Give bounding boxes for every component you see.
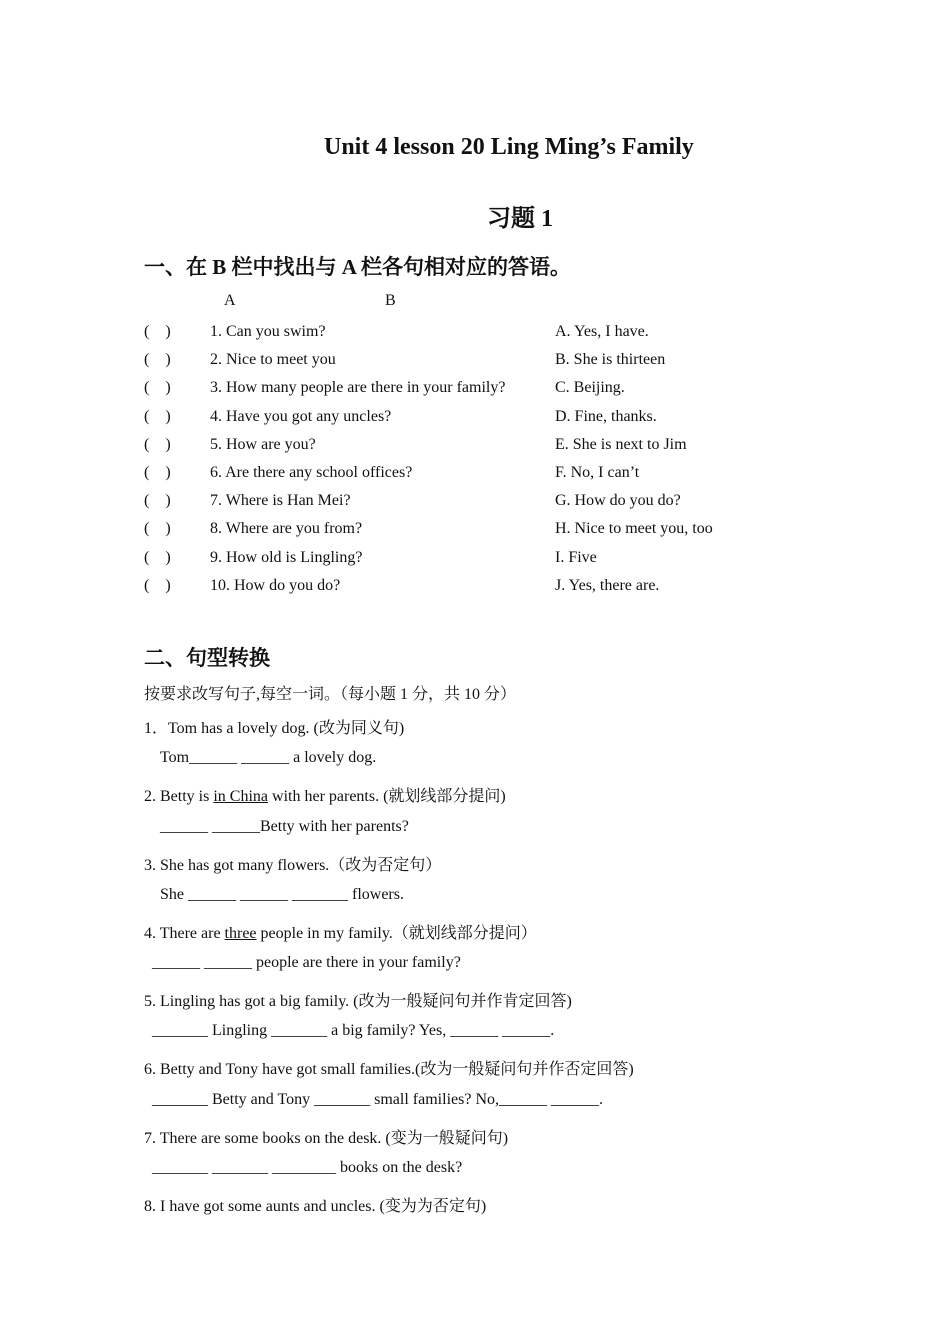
answer-option: F. No, I can’t <box>555 464 640 481</box>
question-text: 4. There are <box>144 925 225 942</box>
answer-option: I. Five <box>555 548 597 566</box>
answer-bracket[interactable]: ( ) <box>144 379 171 397</box>
fill-in-answer-line[interactable]: She ______ ______ _______ flowers. <box>160 886 404 903</box>
underlined-phrase: in China <box>213 788 269 805</box>
answer-bracket[interactable]: ( ) <box>144 520 171 538</box>
question-item: 8. Where are you from? <box>210 520 363 538</box>
underlined-phrase: three <box>224 925 257 942</box>
fill-in-answer-line[interactable]: Tom______ ______ a lovely dog. <box>160 749 377 766</box>
fill-in-answer-line[interactable]: ______ ______Betty with her parents? <box>160 818 409 835</box>
question-item: 10. How do you do? <box>210 576 341 594</box>
worksheet-subtitle: 习题 1 <box>487 206 553 232</box>
transform-question <box>144 1125 508 1148</box>
answer-bracket[interactable]: ( ) <box>144 323 171 340</box>
answer-bracket[interactable]: ( ) <box>144 576 171 594</box>
fill-in-answer-line[interactable]: ______ ______ people are there in your family? <box>152 954 461 971</box>
section2-heading: 二、句型转换 <box>144 646 270 670</box>
answer-option: J. Yes, there are. <box>555 576 660 594</box>
question-item: 9. How old is Lingling? <box>210 548 363 566</box>
transform-question <box>144 852 441 875</box>
answer-bracket[interactable]: ( ) <box>144 464 171 481</box>
fill-in-answer-line[interactable]: _______ Lingling _______ a big family? Yes, ______ ______. <box>152 1022 555 1039</box>
question-text: 6. Betty and Tony have got small families.(改为一般疑问句并作否定回答) <box>144 1061 634 1078</box>
answer-option: D. Fine, thanks. <box>555 407 657 425</box>
answer-option: H. Nice to meet you, too <box>555 520 713 538</box>
answer-option: B. She is thirteen <box>555 351 666 369</box>
question-text-tail: people in my family.（就划线部分提问） <box>256 925 537 942</box>
transform-question <box>144 1193 486 1216</box>
question-text-tail: with her parents. (就划线部分提问) <box>268 788 506 805</box>
answer-bracket[interactable]: ( ) <box>144 548 171 566</box>
transform-question <box>144 783 506 806</box>
answer-bracket[interactable]: ( ) <box>144 492 171 510</box>
fill-in-answer-line[interactable]: _______ Betty and Tony _______ small families? No,______ ______. <box>152 1091 603 1108</box>
answer-option: A. Yes, I have. <box>555 323 649 340</box>
worksheet-title: Unit 4 lesson 20 Ling Ming’s Family <box>324 134 694 160</box>
question-text: 8. I have got some aunts and uncles. (变为为否定句) <box>144 1198 487 1215</box>
question-text: 2. Betty is <box>144 788 214 805</box>
question-item: 5. How are you? <box>210 435 316 453</box>
transform-question <box>144 715 404 738</box>
section2-instruction: 按要求改写句子,每空一词。（每小题 1 分，共 10 分） <box>144 686 517 703</box>
answer-bracket[interactable]: ( ) <box>144 351 171 369</box>
transform-question <box>144 1056 634 1079</box>
answer-option: G. How do you do? <box>555 492 681 510</box>
answer-bracket[interactable]: ( ) <box>144 407 171 425</box>
question-text: 7. There are some books on the desk. (变为一般疑问句) <box>144 1130 509 1147</box>
question-item: 1. Can you swim? <box>210 323 326 340</box>
question-text: 3. She has got many flowers.（改为否定句） <box>144 857 442 874</box>
fill-in-answer-line[interactable]: _______ _______ ________ books on the desk? <box>152 1159 463 1176</box>
question-item: 6. Are there any school offices? <box>210 464 413 481</box>
question-item: 7. Where is Han Mei? <box>210 492 351 510</box>
transform-question <box>144 920 537 943</box>
question-item: 2. Nice to meet you <box>210 351 336 369</box>
answer-option: C. Beijing. <box>555 379 625 397</box>
column-b-label: B <box>385 292 396 309</box>
question-text: 5. Lingling has got a big family. (改为一般疑问句并作肯定回答) <box>144 993 572 1010</box>
column-a-label: A <box>224 292 236 309</box>
question-item: 3. How many people are there in your family? <box>210 379 506 397</box>
answer-option: E. She is next to Jim <box>555 435 687 453</box>
question-text: 1．Tom has a lovely dog. (改为同义句) <box>144 720 405 737</box>
answer-bracket[interactable]: ( ) <box>144 435 171 453</box>
question-item: 4. Have you got any uncles? <box>210 407 392 425</box>
section1-heading: 一、在 B 栏中找出与 A 栏各句相对应的答语。 <box>144 255 572 279</box>
transform-question <box>144 988 572 1011</box>
